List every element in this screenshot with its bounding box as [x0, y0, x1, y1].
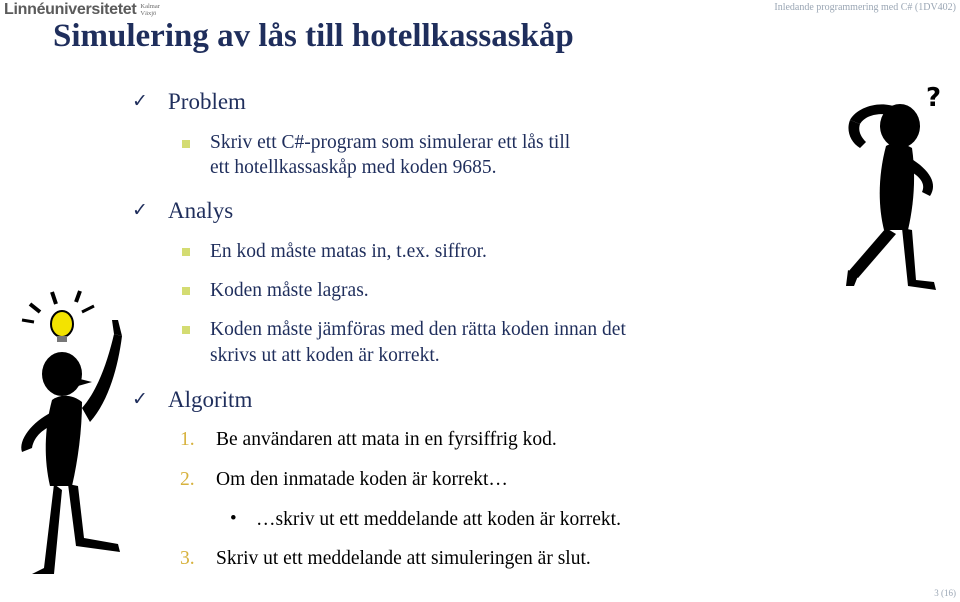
analys-item: Koden måste lagras. [210, 280, 369, 301]
logo-sub-line: Kalmar [140, 3, 160, 10]
checkmark-icon: ✓ [132, 388, 148, 410]
checkmark-icon: ✓ [132, 199, 148, 221]
section-heading-problem: Problem [168, 89, 246, 114]
square-bullet-icon [182, 248, 190, 256]
svg-text:?: ? [926, 83, 942, 113]
logo-name: Linnéuniversitetet [4, 1, 137, 18]
square-bullet-icon [182, 326, 190, 334]
idea-figure-icon [10, 290, 135, 580]
course-name: Inledande programmering med C# (1DV402) [774, 2, 956, 13]
page-number: 3 (16) [934, 588, 956, 598]
step-number: 1. [180, 429, 195, 450]
algorithm-sub-bullet: …skriv ut ett meddelande att koden är korrekt. [256, 509, 621, 530]
slide-title: Simulering av lås till hotellkassaskåp [53, 18, 574, 54]
analys-item: En kod måste matas in, t.ex. siffror. [210, 241, 487, 262]
checkmark-icon: ✓ [132, 90, 148, 112]
analys-item-continued: skrivs ut att koden är korrekt. [210, 345, 440, 366]
algorithm-step: Be användaren att mata in en fyrsiffrig kod. [216, 429, 557, 450]
analys-item: Koden måste jämföras med den rätta koden innan det [210, 319, 626, 340]
algorithm-step: Skriv ut ett meddelande att simuleringen är slut. [216, 548, 591, 569]
logo-sub-line: Växjö [140, 10, 157, 17]
thinking-figure-icon [838, 80, 953, 300]
problem-text-line: ett hotellkassaskåp med koden 9685. [210, 157, 497, 178]
problem-text-line: Skriv ett C#-program som simulerar ett lås till [210, 132, 571, 153]
round-bullet-icon: • [230, 508, 237, 529]
square-bullet-icon [182, 287, 190, 295]
square-bullet-icon [182, 140, 190, 148]
step-number: 3. [180, 548, 195, 569]
step-number: 2. [180, 469, 195, 490]
algorithm-step: Om den inmatade koden är korrekt… [216, 469, 508, 490]
logo-sub [140, 3, 160, 17]
section-heading-algoritm: Algoritm [168, 387, 253, 412]
section-heading-analys: Analys [168, 198, 234, 223]
university-logo [4, 0, 160, 20]
